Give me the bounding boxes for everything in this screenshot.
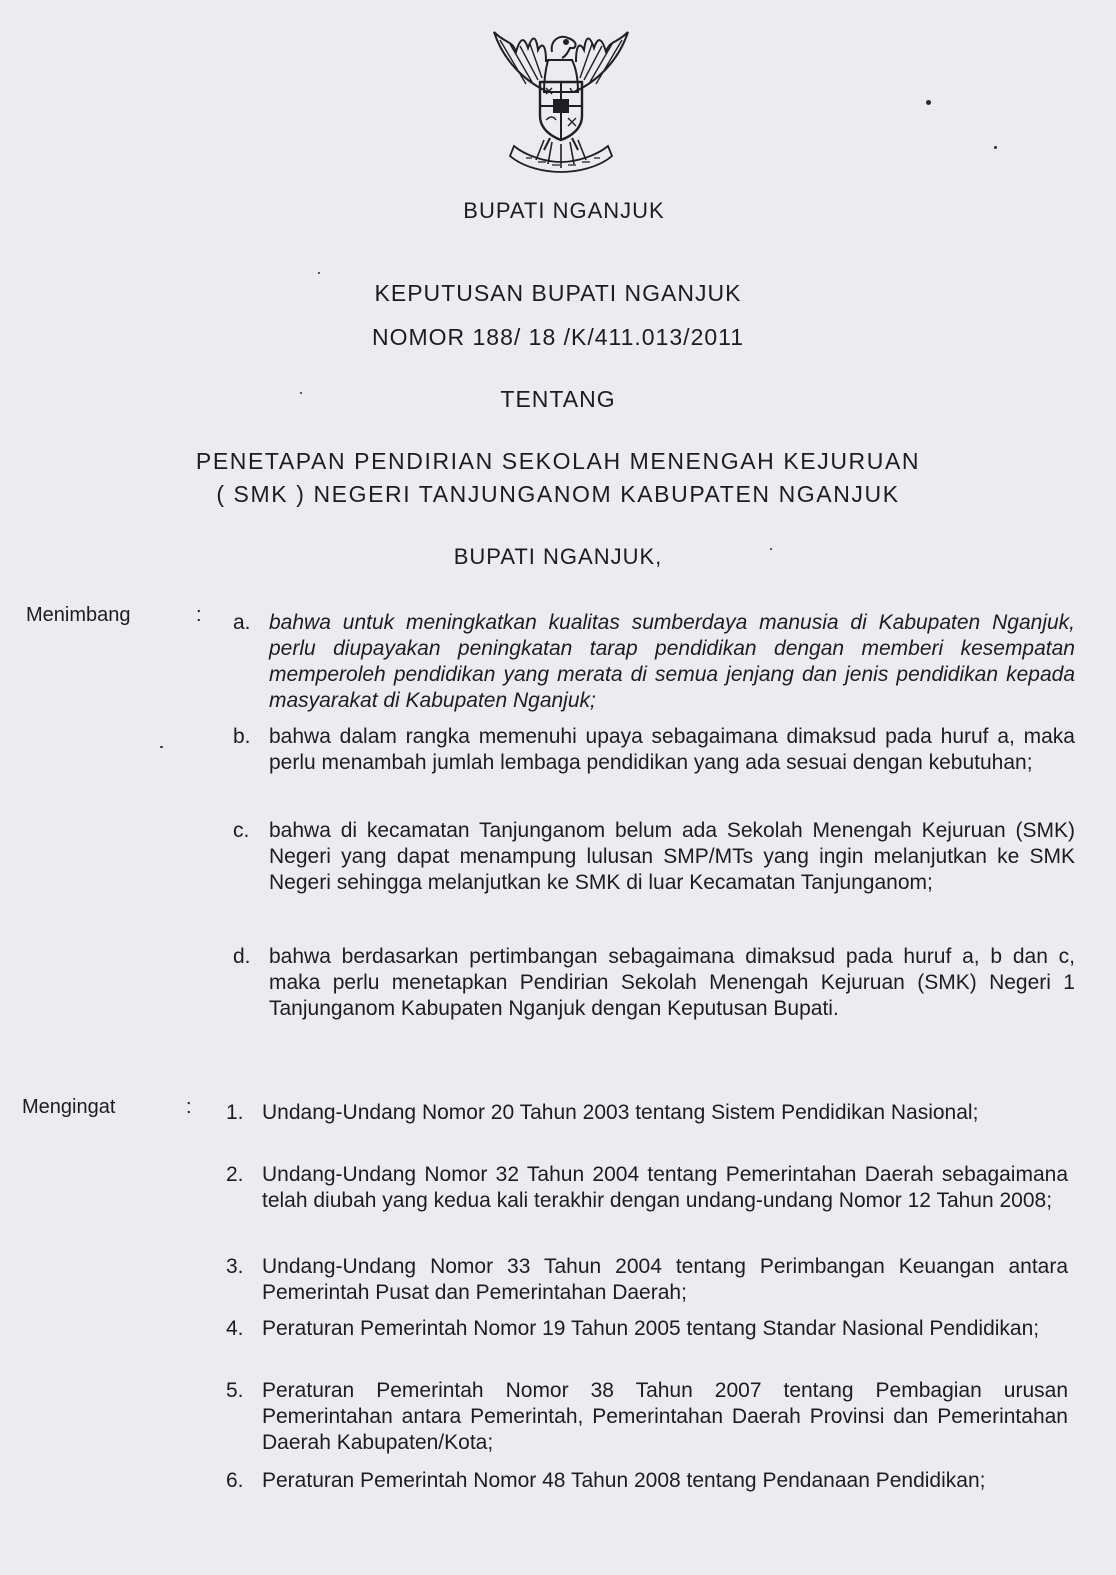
menimbang-label: Menimbang — [26, 604, 131, 626]
scan-speck — [300, 392, 302, 394]
list-marker: 1. — [226, 1101, 244, 1124]
list-marker: a. — [233, 611, 251, 634]
list-marker: c. — [233, 819, 250, 842]
list-item-text: bahwa berdasarkan pertimbangan sebagaimana dimaksud pada huruf a, b dan c, maka perlu menetapkan Pendirian Sekolah Menengah Kejuruan (SMK) Negeri 1 Tanjunganom Kabupaten Nganjuk dengan Keputusan Bupati. — [269, 945, 1075, 1020]
list-item-text: bahwa untuk meningkatkan kualitas sumberdaya manusia di Kabupaten Nganjuk, perlu diupayakan peningkatan tarap pendidikan dengan memberi kesempatan memperoleh pendidikan yang merata di semua jenjang dan jenis pendidikan kepada masyarakat di Kabupaten Nganjuk; — [269, 611, 1075, 712]
list-item-text: Undang-Undang Nomor 33 Tahun 2004 tentang Perimbangan Keuangan antara Pemerintah Pusat dan Pemerintahan Daerah; — [262, 1255, 1068, 1304]
scan-speck — [926, 100, 931, 105]
list-marker: 5. — [226, 1379, 244, 1402]
list-marker: b. — [233, 725, 251, 748]
list-item-text: Undang-Undang Nomor 32 Tahun 2004 tentang Pemerintahan Daerah sebagaimana telah diubah yang kedua kali terakhir dengan undang-undang Nomor 12 Tahun 2008; — [262, 1163, 1068, 1212]
authority-heading: BUPATI NGANJUK — [463, 198, 665, 223]
scan-speck — [318, 272, 320, 274]
list-item-text: Peraturan Pemerintah Nomor 19 Tahun 2005 tentang Standar Nasional Pendidikan; — [262, 1317, 1040, 1340]
subject-line-2: ( SMK ) NEGERI TANJUNGANOM KABUPATEN NGANJUK — [216, 481, 900, 507]
list-item-text: Peraturan Pemerintah Nomor 38 Tahun 2007 tentang Pembagian urusan Pemerintahan antara Pemerintah, Pemerintahan Daerah Provinsi dan Pemerintahan Daerah Kabupaten/Kota; — [262, 1379, 1068, 1454]
list-marker: 4. — [226, 1317, 244, 1340]
scan-speck — [994, 146, 997, 149]
list-item-text: bahwa dalam rangka memenuhi upaya sebagaimana dimaksud pada huruf a, maka perlu menambah jumlah lembaga pendidikan yang ada sesuai dengan kebutuhan; — [269, 725, 1075, 774]
garuda-pancasila-emblem-icon — [486, 22, 636, 177]
issuer-heading: BUPATI NGANJUK, — [453, 544, 663, 569]
list-marker: d. — [233, 945, 251, 968]
mengingat-colon: : — [186, 1096, 192, 1118]
mengingat-label: Mengingat — [22, 1096, 116, 1118]
list-marker: 6. — [226, 1469, 244, 1492]
scan-speck — [770, 548, 772, 550]
subject-line-1: PENETAPAN PENDIRIAN SEKOLAH MENENGAH KEJURUAN — [195, 448, 921, 474]
list-marker: 2. — [226, 1163, 244, 1186]
list-item-text: Undang-Undang Nomor 20 Tahun 2003 tentang Sistem Pendidikan Nasional; — [262, 1101, 979, 1124]
list-item-text: Peraturan Pemerintah Nomor 48 Tahun 2008 tentang Pendanaan Pendidikan; — [262, 1469, 986, 1492]
list-marker: 3. — [226, 1255, 244, 1278]
list-item-text: bahwa di kecamatan Tanjunganom belum ada Sekolah Menengah Kejuruan (SMK) Negeri yang dapat menampung lulusan SMP/MTs yang ingin melanjutkan ke SMK Negeri sehingga melanjutkan ke SMK di luar Kecamatan Tanjunganom; — [269, 819, 1075, 894]
decree-title: KEPUTUSAN BUPATI NGANJUK — [374, 280, 742, 306]
menimbang-colon: : — [196, 604, 202, 626]
scan-speck — [160, 746, 163, 748]
about-heading: TENTANG — [500, 386, 616, 412]
decree-number: NOMOR 188/ 18 /K/411.013/2011 — [371, 324, 745, 350]
